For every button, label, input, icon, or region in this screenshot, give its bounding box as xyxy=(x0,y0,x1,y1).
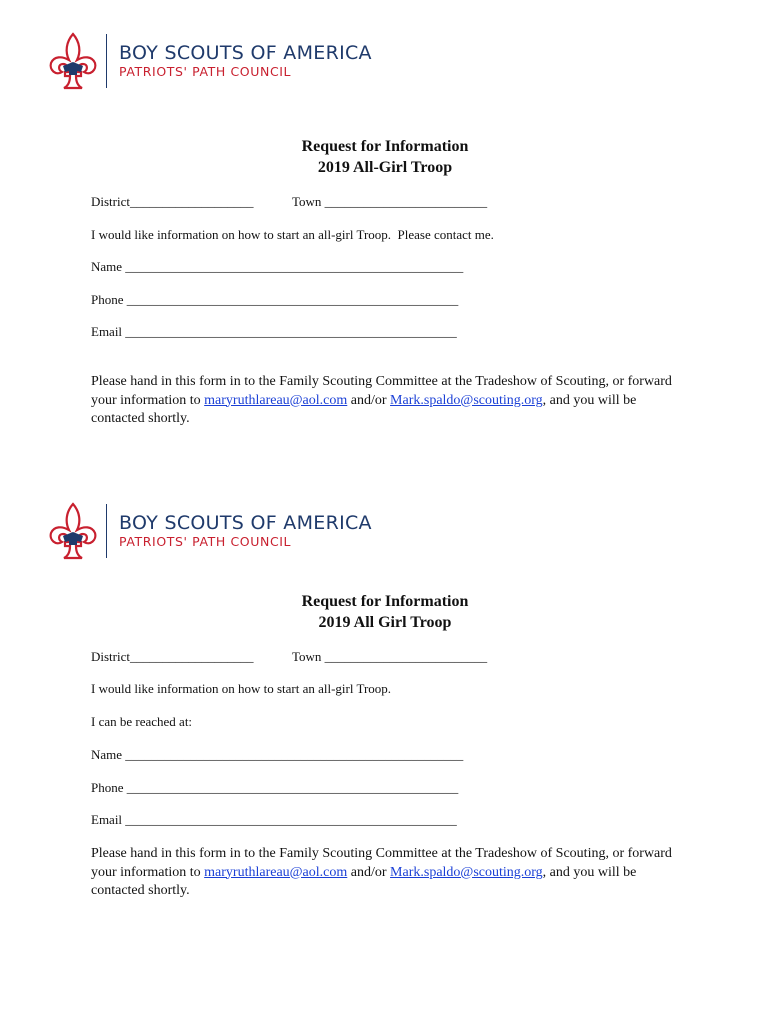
bsa-logo xyxy=(48,32,372,90)
request-text: I would like information on how to start an all-girl Troop. Please contact me. xyxy=(91,227,494,242)
email-link-mark[interactable]: Mark.spaldo@scouting.org xyxy=(390,392,543,408)
email-link-mary[interactable]: maryruthlareau@aol.com xyxy=(204,392,348,408)
logo-divider xyxy=(106,504,107,558)
name-field[interactable]: Name ____________________________________________________ xyxy=(91,747,464,762)
fleur-de-lis-icon xyxy=(48,502,98,560)
email-link-mary[interactable]: maryruthlareau@aol.com xyxy=(204,864,348,880)
form-title: Request for Information 2019 All Girl Troop xyxy=(301,593,469,631)
instructions-paragraph: Please hand in this form in to the Family Scouting Committee at the Tradeshow of Scouting, or forward your information to maryruthlareau@aol.com and/or Mark.spaldo@scouting.org, and you will be contacted shortly. xyxy=(91,846,672,898)
instructions-paragraph: Please hand in this form in to the Family Scouting Committee at the Tradeshow of Scouting, or forward your information to maryruthlareau@aol.com and/or Mark.spaldo@scouting.org, and you will be contacted shortly. xyxy=(91,374,672,426)
request-text: I would like information on how to start an all-girl Troop. xyxy=(91,681,392,696)
email-link-mark[interactable]: Mark.spaldo@scouting.org xyxy=(390,864,543,880)
phone-field[interactable]: Phone ___________________________________________________ xyxy=(91,292,459,307)
reach-text: I can be reached at: xyxy=(91,714,193,729)
logo-divider xyxy=(106,34,107,88)
phone-field[interactable]: Phone ___________________________________________________ xyxy=(91,780,459,795)
district-field[interactable]: District___________________ xyxy=(91,649,254,664)
town-field[interactable]: Town _________________________ xyxy=(292,649,488,664)
district-field[interactable]: District___________________ xyxy=(91,194,254,209)
council-name: PATRIOTS' PATH COUNCIL xyxy=(119,64,292,79)
fleur-de-lis-icon xyxy=(48,32,98,90)
org-name: BOY SCOUTS OF AMERICA xyxy=(119,42,372,64)
name-field[interactable]: Name ____________________________________________________ xyxy=(91,259,464,274)
council-name: PATRIOTS' PATH COUNCIL xyxy=(119,534,292,549)
email-field[interactable]: Email ___________________________________________________ xyxy=(91,812,457,827)
org-name: BOY SCOUTS OF AMERICA xyxy=(119,512,372,534)
form-title: Request for Information 2019 All-Girl Troop xyxy=(301,138,469,176)
email-field[interactable]: Email ___________________________________________________ xyxy=(91,324,457,339)
town-field[interactable]: Town _________________________ xyxy=(292,194,488,209)
bsa-logo xyxy=(48,502,372,560)
